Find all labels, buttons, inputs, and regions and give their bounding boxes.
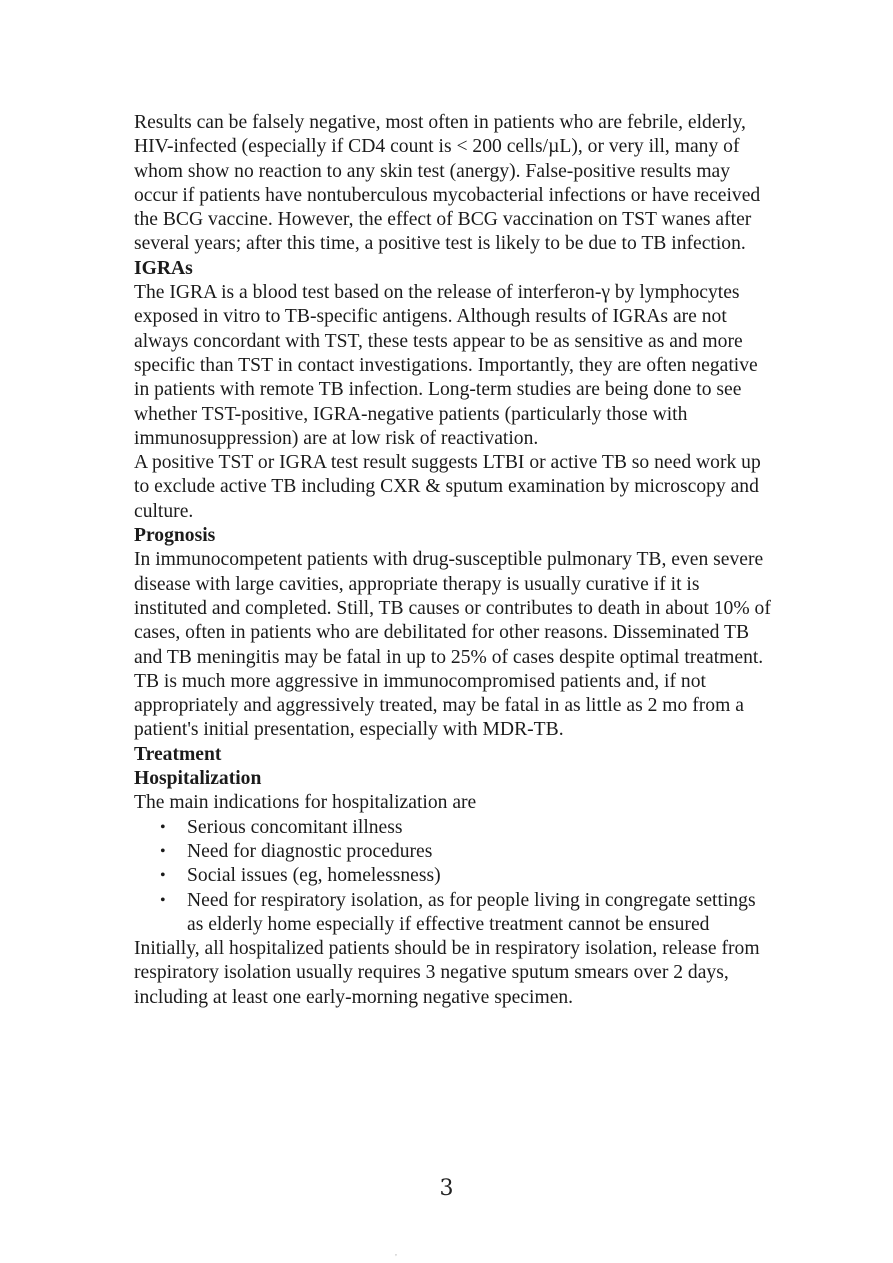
list-item: • Need for respiratory isolation, as for people living in congregate settings as elderly home especially if effective treatment cannot be ensured [187, 889, 774, 938]
list-item: • Social issues (eg, homelessness) [187, 864, 774, 888]
page-number: 3 [439, 1176, 454, 1201]
heading-igras: IGRAs [134, 257, 193, 279]
list-item: • Need for diagnostic procedures [187, 840, 774, 864]
paragraph-indications-intro: The main indications for hospitalization are [134, 792, 477, 814]
paragraph-tst-results: Results can be falsely negative, most often in patients who are febrile, elderly, HIV-infected (especially if CD4 count is < 200 cells/µL), or very ill, many of whom show no reaction to any skin test (anergy). False-positive results may occur if patients have nontuberculous mycobacterial infections or have received the BCG vaccine. However, the effect of BCG vaccination on TST wanes after several years; after this time, a positive test is likely to be due to TB infection. [134, 112, 761, 255]
paragraph-igra-description: The IGRA is a blood test based on the release of interferon-γ by lymphocytes exposed in vitro to TB-specific antigens. Although results of IGRAs are not always concordant with TST, these tests appear to be as sensitive as and more specific than TST in contact investigations. Importantly, they are often negative in patients with remote TB infection. Long-term studies are being done to see whether TST-positive, IGRA-negative patients (particularly those with immunosuppression) are at low risk of reactivation. [134, 282, 758, 449]
document-body [134, 111, 774, 1010]
paragraph-respiratory-isolation: Initially, all hospitalized patients should be in respiratory isolation, release from respiratory isolation usually requires 3 negative sputum smears over 2 days, including at least one early-morning negative specimen. [134, 938, 760, 1008]
list-item: • Serious concomitant illness [187, 816, 774, 840]
heading-treatment: Treatment [134, 743, 222, 765]
paragraph-prognosis-immunocompetent: In immunocompetent patients with drug-susceptible pulmonary TB, even severe disease with large cavities, appropriate therapy is usually curative if it is instituted and completed. Still, TB causes or contributes to death in about 10% of cases, often in patients who are debilitated for other reasons. Disseminated TB and TB meningitis may be fatal in up to 25% of cases despite optimal treatment. [134, 549, 771, 668]
paragraph-prognosis-immunocompromised: TB is much more aggressive in immunocompromised patients and, if not appropriately and aggressively treated, may be fatal in as little as 2 mo from a patient's initial presentation, especially with MDR-TB. [134, 670, 744, 741]
heading-hospitalization: Hospitalization [134, 768, 262, 790]
scan-mark: , [395, 1248, 397, 1257]
heading-prognosis: Prognosis [134, 525, 216, 547]
paragraph-positive-result: A positive TST or IGRA test result suggests LTBI or active TB so need work up to exclude active TB including CXR & sputum examination by microscopy and culture. [134, 452, 761, 522]
indications-list [134, 816, 774, 937]
